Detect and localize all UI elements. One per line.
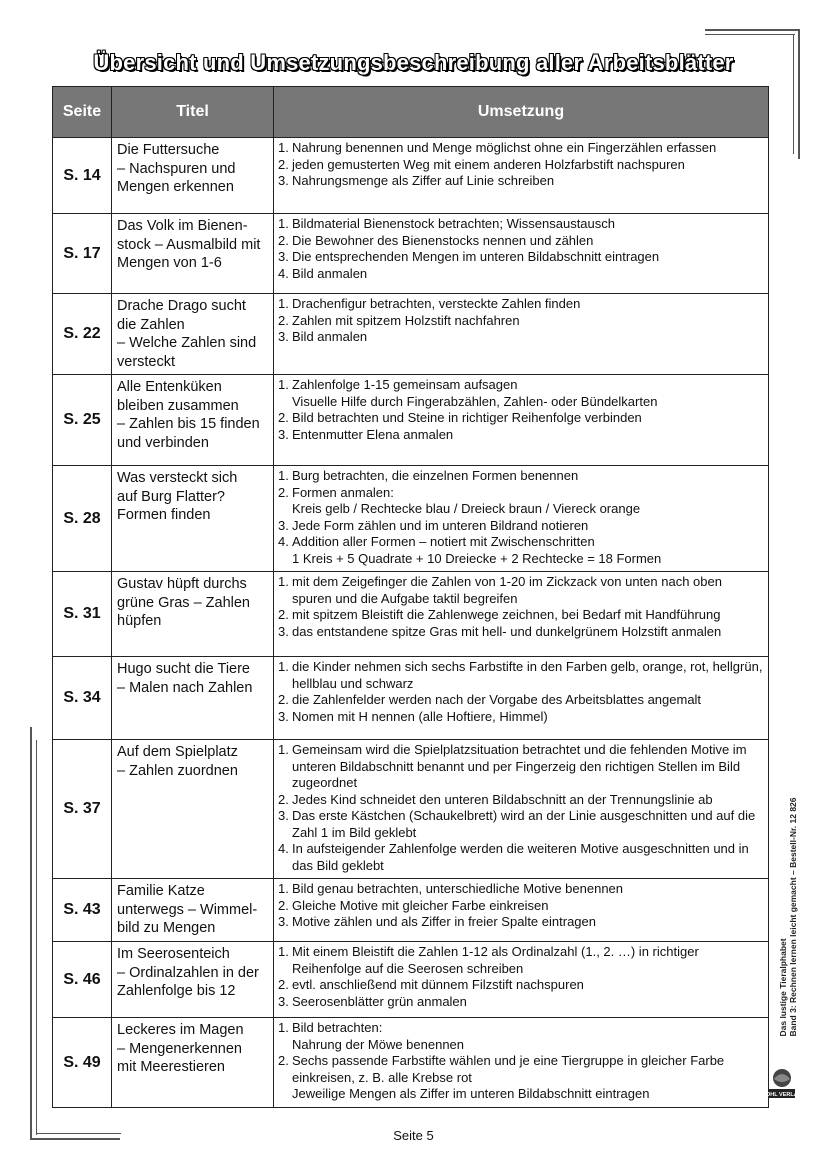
step-number: 3. — [278, 993, 289, 1009]
step-text: Bild betrachten: — [292, 1020, 383, 1035]
titel-line: bleiben zusammen — [117, 397, 239, 414]
table-row — [53, 294, 769, 375]
step-number: 3. — [278, 517, 289, 533]
titel-line: bild zu Mengen — [117, 920, 216, 936]
step-number: 1. — [278, 659, 289, 674]
side-text-line1: Das lustige Tieralphabet — [778, 938, 788, 1037]
cell-umsetzung — [274, 294, 769, 375]
step-text: Bild betrachten und Steine in richtiger Reihenfolge verbinden — [292, 410, 642, 425]
header-seite: Seite — [53, 87, 112, 138]
titel-line: die Zahlen — [117, 316, 185, 333]
step-list — [278, 659, 764, 725]
step-item — [278, 898, 764, 915]
step-text: Nahrung der Möwe benennen — [292, 1036, 465, 1052]
step-text: Nahrungsmenge als Ziffer auf Linie schreiben — [292, 173, 555, 188]
step-text: Nahrung benennen und Menge möglichst ohne ein Fingerzählen erfassen — [292, 140, 717, 155]
table-row — [53, 572, 769, 657]
step-text: Jedes Kind schneidet den unteren Bildabschnitt an der Trennungslinie ab — [292, 791, 713, 807]
cell-umsetzung — [274, 740, 769, 879]
titel-line: und verbinden — [117, 434, 209, 451]
step-text: Entenmutter Elena anmalen — [292, 426, 454, 442]
cell-titel — [112, 572, 274, 657]
cell-seite: S. 34 — [53, 657, 112, 740]
step-item — [278, 410, 764, 427]
cell-titel — [112, 879, 274, 942]
step-list — [278, 468, 764, 567]
step-text: Bildmaterial Bienenstock betrachten; Wissensaustausch — [292, 216, 615, 231]
step-text: Gemeinsam wird die Spielplatzsituation betrachtet und die fehlenden Motive im unteren Bildabschnitt benannt und per Fingerzeig den richtigen Stellen im Bild zugeordnet — [292, 742, 747, 790]
step-item — [278, 216, 764, 233]
step-list — [278, 742, 764, 874]
step-number: 1. — [278, 574, 289, 589]
titel-line: stock – Ausmalbild mit — [117, 236, 261, 253]
step-text: Mit einem Bleistift die Zahlen 1-12 als Ordinalzahl (1., 2. …) in richtiger Reihenfolge auf die Seerosen schreiben — [292, 944, 699, 976]
step-text: Seerosenblätter grün anmalen — [292, 993, 467, 1009]
step-number: 2. — [278, 484, 289, 500]
cell-umsetzung — [274, 375, 769, 466]
step-number: 3. — [278, 249, 289, 264]
titel-line: grüne Gras – Zahlen — [117, 594, 250, 611]
table-row — [53, 879, 769, 942]
cell-titel — [112, 942, 274, 1018]
step-text: Addition aller Formen – notiert mit Zwischenschritten — [292, 534, 595, 549]
titel-line: Die Futtersuche — [117, 142, 220, 158]
step-number: 1. — [278, 468, 289, 483]
table-header-row — [53, 87, 769, 138]
step-item — [278, 881, 764, 898]
step-text: Formen anmalen: — [292, 484, 394, 500]
step-text: evtl. anschließend mit dünnem Filzstift nachspuren — [292, 977, 584, 992]
step-number: 3. — [278, 708, 289, 724]
titel-line: Hugo sucht die Tiere — [117, 661, 250, 677]
cell-seite: S. 14 — [53, 138, 112, 214]
step-item — [278, 1037, 764, 1054]
step-text: Drachenfigur betrachten, versteckte Zahlen finden — [292, 296, 581, 311]
cell-seite: S. 17 — [53, 214, 112, 294]
step-item — [278, 501, 764, 518]
step-number: 2. — [278, 312, 289, 328]
step-list — [278, 1020, 764, 1103]
titel-line: – Zahlen bis 15 finden — [117, 416, 260, 432]
titel-line: Alle Entenküken — [117, 379, 222, 395]
step-item — [278, 709, 764, 726]
step-text: Zahlenfolge 1-15 gemeinsam aufsagen — [292, 377, 518, 392]
step-number: 3. — [278, 426, 289, 442]
step-number: 1. — [278, 140, 289, 155]
corner-line-bottom-v — [30, 727, 32, 1140]
cell-titel — [112, 375, 274, 466]
titel-line: Das Volk im Bienen- — [117, 218, 248, 234]
cell-titel — [112, 657, 274, 740]
step-item — [278, 329, 764, 346]
step-list — [278, 140, 764, 190]
step-number: 1. — [278, 377, 289, 392]
step-text: die Kinder nehmen sich sechs Farbstifte in den Farben gelb, orange, rot, hellgrün, hellblau und schwarz — [292, 659, 763, 691]
step-number: 2. — [278, 897, 289, 913]
cell-umsetzung — [274, 657, 769, 740]
step-number: 1. — [278, 1020, 289, 1035]
table-row — [53, 466, 769, 572]
overview-table — [52, 86, 769, 1108]
table-row — [53, 942, 769, 1018]
step-item — [278, 485, 764, 502]
step-number: 1. — [278, 296, 289, 311]
step-number: 2. — [278, 232, 289, 248]
step-text: Bild anmalen — [292, 265, 368, 281]
step-text: Motive zählen und als Ziffer in freier Spalte eintragen — [292, 914, 596, 929]
cell-seite: S. 43 — [53, 879, 112, 942]
step-text: mit dem Zeigefinger die Zahlen von 1-20 im Zickzack von unten nach oben spuren und die Aufgabe taktil begreifen — [292, 574, 722, 606]
step-text: Burg betrachten, die einzelnen Formen benennen — [292, 468, 579, 483]
table-row — [53, 657, 769, 740]
titel-line: Leckeres im Magen — [117, 1022, 244, 1038]
step-number: 3. — [278, 808, 289, 823]
cell-titel — [112, 740, 274, 879]
step-text: 1 Kreis + 5 Quadrate + 10 Dreiecke + 2 Rechtecke = 18 Formen — [292, 550, 662, 566]
side-text-line2: Band 3: Rechnen lernen leicht gemacht – Bestell-Nr. 12 826 — [788, 797, 798, 1037]
titel-line: Gustav hüpft durchs — [117, 576, 247, 592]
step-list — [278, 944, 764, 1010]
corner-line-top-h — [705, 29, 800, 31]
step-text: jeden gemusterten Weg mit einem anderen Holzfarbstift nachspuren — [292, 156, 685, 172]
step-item — [278, 841, 764, 874]
step-text: Die entsprechenden Mengen im unteren Bildabschnitt eintragen — [292, 249, 660, 264]
titel-line: – Mengenerkennen — [117, 1040, 242, 1057]
step-text: mit spitzem Bleistift die Zahlenwege zeichnen, bei Bedarf mit Handführung — [292, 607, 721, 622]
step-text: Bild genau betrachten, unterschiedliche Motive benennen — [292, 881, 624, 896]
table-body — [53, 138, 769, 1108]
step-item — [278, 624, 764, 641]
step-number: 1. — [278, 944, 289, 959]
step-item — [278, 140, 764, 157]
titel-line: Mengen von 1-6 — [117, 255, 222, 271]
table-row — [53, 740, 769, 879]
step-item — [278, 1020, 764, 1037]
step-list — [278, 216, 764, 282]
step-number: 2. — [278, 607, 289, 622]
titel-line: versteckt — [117, 353, 176, 370]
step-text: Kreis gelb / Rechtecke blau / Dreieck braun / Viereck orange — [292, 501, 641, 516]
step-text: Visuelle Hilfe durch Fingerabzählen, Zahlen- oder Bündelkarten — [292, 393, 658, 409]
step-number: 2. — [278, 791, 289, 807]
step-item — [278, 1086, 764, 1103]
cell-seite: S. 46 — [53, 942, 112, 1018]
step-item — [278, 427, 764, 444]
step-item — [278, 313, 764, 330]
step-number: 2. — [278, 1053, 289, 1068]
titel-line: Was versteckt sich — [117, 470, 238, 486]
step-text: Bild anmalen — [292, 329, 368, 344]
titel-line: auf Burg Flatter? — [117, 488, 225, 505]
step-item — [278, 977, 764, 994]
step-item — [278, 377, 764, 394]
step-text: Sechs passende Farbstifte wählen und je eine Tiergruppe in gleicher Farbe einkreisen, z. B. alle Krebse rot — [292, 1053, 725, 1085]
titel-line: unterwegs – Wimmel- — [117, 901, 258, 918]
step-item — [278, 914, 764, 931]
step-text: Die Bewohner des Bienenstocks nennen und zählen — [292, 232, 594, 248]
step-text: Zahlen mit spitzem Holzstift nachfahren — [292, 312, 520, 328]
table-row — [53, 138, 769, 214]
cell-seite: S. 49 — [53, 1018, 112, 1108]
step-item — [278, 296, 764, 313]
step-text: Gleiche Motive mit gleicher Farbe einkreisen — [292, 897, 549, 913]
step-item — [278, 173, 764, 190]
step-number: 1. — [278, 742, 289, 757]
step-list — [278, 881, 764, 931]
header-umsetzung: Umsetzung — [274, 87, 769, 138]
step-number: 4. — [278, 534, 289, 549]
table-row — [53, 214, 769, 294]
cell-seite: S. 22 — [53, 294, 112, 375]
step-item — [278, 574, 764, 607]
titel-line: Im Seerosenteich — [117, 946, 230, 962]
step-text: die Zahlenfelder werden nach der Vorgabe des Arbeitsblattes angemalt — [292, 692, 702, 707]
step-text: das entstandene spitze Gras mit hell- und dunkelgrünem Holzstift anmalen — [292, 623, 722, 639]
step-number: 2. — [278, 156, 289, 172]
cell-seite: S. 37 — [53, 740, 112, 879]
cell-umsetzung — [274, 466, 769, 572]
step-item — [278, 792, 764, 809]
step-text: In aufsteigender Zahlenfolge werden die weiteren Motive ausgeschnitten und in das Bild geklebt — [292, 841, 749, 873]
publisher-logo — [762, 1067, 802, 1101]
corner-line-top-h2 — [705, 34, 795, 35]
step-text: Jede Form zählen und im unteren Bildrand notieren — [292, 517, 589, 533]
page-number: Seite 5 — [393, 1128, 434, 1143]
titel-line: Drache Drago sucht — [117, 298, 246, 314]
titel-line: – Zahlen zuordnen — [117, 762, 238, 779]
cell-umsetzung — [274, 942, 769, 1018]
titel-line: Formen finden — [117, 507, 211, 523]
step-text: Nomen mit H nennen (alle Hoftiere, Himmel) — [292, 708, 548, 724]
step-item — [278, 534, 764, 551]
step-item — [278, 266, 764, 283]
corner-line-top-v — [798, 29, 800, 159]
step-item — [278, 742, 764, 792]
step-item — [278, 518, 764, 535]
cell-umsetzung — [274, 214, 769, 294]
titel-line: Auf dem Spielplatz — [117, 744, 238, 760]
step-number: 2. — [278, 692, 289, 707]
side-text-block — [778, 797, 798, 1036]
step-text: Das erste Kästchen (Schaukelbrett) wird an der Linie ausgeschnitten und auf die Zahl 1 im Bild geklebt — [292, 808, 756, 840]
step-item — [278, 233, 764, 250]
cell-seite: S. 25 — [53, 375, 112, 466]
step-number: 1. — [278, 216, 289, 231]
cell-umsetzung — [274, 572, 769, 657]
titel-line: Zahlenfolge bis 12 — [117, 983, 236, 999]
step-list — [278, 377, 764, 443]
page-title: Übersicht und Umsetzungsbeschreibung aller Arbeitsblätter — [93, 50, 734, 75]
step-number: 4. — [278, 265, 289, 281]
step-item — [278, 659, 764, 692]
step-item — [278, 607, 764, 624]
step-number: 3. — [278, 329, 289, 344]
step-item — [278, 468, 764, 485]
step-number: 3. — [278, 914, 289, 929]
step-item — [278, 994, 764, 1011]
titel-line: mit Meerestieren — [117, 1059, 225, 1075]
titel-line: – Ordinalzahlen in der — [117, 964, 259, 981]
step-item — [278, 249, 764, 266]
step-number: 3. — [278, 623, 289, 639]
step-number: 3. — [278, 173, 289, 188]
cell-titel — [112, 466, 274, 572]
step-number: 2. — [278, 977, 289, 992]
cell-umsetzung — [274, 1018, 769, 1108]
cell-umsetzung — [274, 138, 769, 214]
step-item — [278, 551, 764, 568]
titel-line: – Welche Zahlen sind — [117, 335, 257, 351]
cell-seite: S. 28 — [53, 466, 112, 572]
step-text: Jeweilige Mengen als Ziffer im unteren Bildabschnitt eintragen — [292, 1086, 650, 1101]
cell-titel — [112, 294, 274, 375]
step-item — [278, 1053, 764, 1086]
header-titel: Titel — [112, 87, 274, 138]
step-number: 1. — [278, 881, 289, 896]
titel-line: Familie Katze — [117, 883, 205, 899]
step-item — [278, 808, 764, 841]
side-publisher-text — [778, 772, 798, 1062]
step-item — [278, 692, 764, 709]
cell-umsetzung — [274, 879, 769, 942]
titel-line: hüpfen — [117, 613, 162, 629]
titel-line: Mengen erkennen — [117, 179, 234, 195]
step-item — [278, 944, 764, 977]
titel-line: – Malen nach Zahlen — [117, 679, 253, 696]
cell-titel — [112, 138, 274, 214]
cell-seite: S. 31 — [53, 572, 112, 657]
cell-titel — [112, 214, 274, 294]
cell-titel — [112, 1018, 274, 1108]
step-item — [278, 157, 764, 174]
step-list — [278, 574, 764, 640]
table-row — [53, 1018, 769, 1108]
corner-line-bottom-v2 — [36, 740, 37, 1135]
step-number: 2. — [278, 410, 289, 425]
step-list — [278, 296, 764, 346]
table-row — [53, 375, 769, 466]
step-item — [278, 394, 764, 411]
step-number: 4. — [278, 841, 289, 856]
logo-text: KOHL VERLAG — [762, 1092, 802, 1098]
titel-line: – Nachspuren und — [117, 160, 236, 177]
